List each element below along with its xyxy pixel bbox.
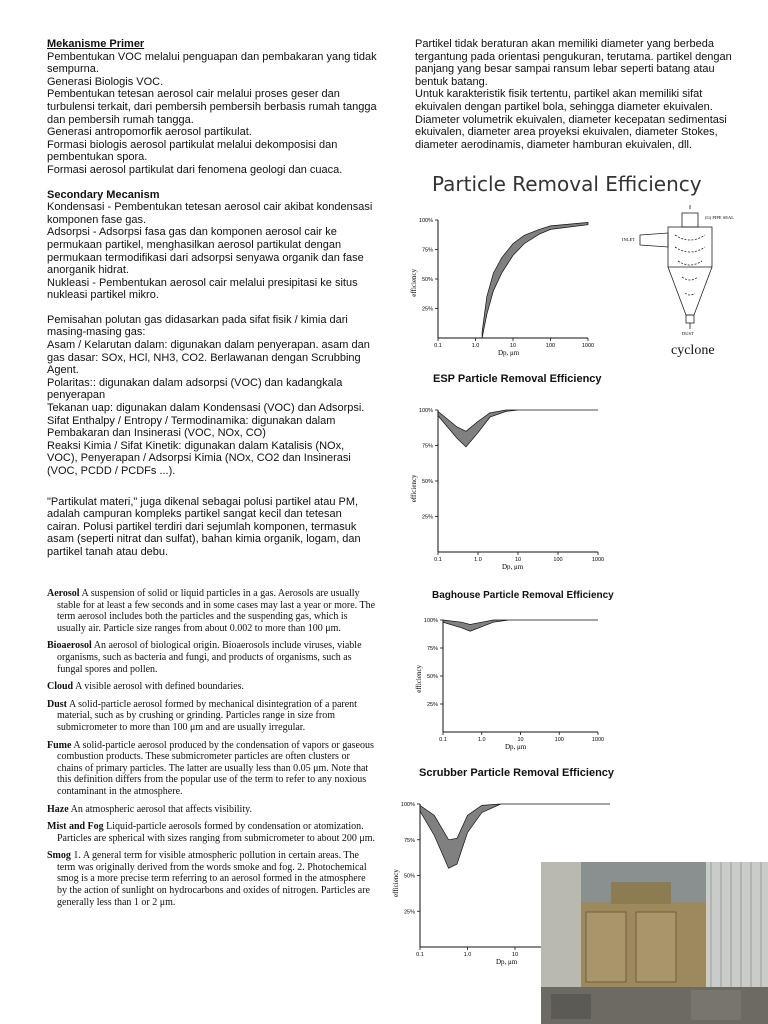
x-tick-label: 10: [514, 557, 522, 563]
y-tick-label: 100%: [418, 218, 433, 224]
primary-line: Formasi aerosol partikulat dari fenomena geologi dan cuaca.: [47, 163, 343, 176]
baghouse-efficiency-chart: [398, 612, 608, 752]
cyclone-caption: cyclone: [671, 343, 715, 358]
glossary-term: Cloud: [47, 681, 74, 693]
x-tick-label: 1.0: [477, 737, 486, 743]
y-tick-label: 25%: [421, 514, 433, 521]
glossary-text: 1. A general term for visible atmospheric pollution in certain areas. The term was originally derived from the words smoke and fog. 2. Photochemical smog is a more precise term referring to an aerosol formed in the atmosphere by the action of sunlight on hydrocarbons and oxides of nitrogen. Particles are generally less than 1 or 2 μm.: [57, 850, 370, 908]
cyclone-label-dust: DUST: [682, 331, 694, 336]
y-axis-label: efficiency: [410, 474, 418, 503]
right-line: Diameter volumetrik ekuivalen, diameter kecepatan sedimentasi ekuivalen, diameter area proyeksi ekuivalen, diameter Stokes, diameter aerodinamis, diameter hamburan ekuivalen, dll.: [415, 113, 727, 151]
x-tick-label: 1000: [591, 557, 605, 563]
separation-line: Reaksi Kimia / Sifat Kinetik: digunakan dalam Katalisis (NOx, VOC), Penyerapan / Adsorpsi Kimia (NOx, CO2 dan Insinerasi (VOC, PCDD / PCDFs ...).: [47, 439, 351, 477]
y-tick-label: 75%: [421, 443, 433, 450]
y-tick-label: 100%: [400, 802, 415, 808]
y-tick-label: 25%: [403, 909, 415, 916]
glossary-entry: [47, 681, 377, 693]
x-tick-label: 1.0: [463, 952, 472, 958]
right-line: Untuk karakteristik fisik tertentu, partikel akan memiliki sifat ekuivalen dengan partikel bola, sehingga diameter ekuivalen.: [415, 88, 713, 113]
glossary-text: An aerosol of biological origin. Bioaerosols include viruses, viable organisms, such as bacteria and fungi, and products of organisms, such as fungal spores and pollen.: [57, 640, 362, 675]
glossary-entry: [47, 640, 377, 675]
y-tick-label: 25%: [426, 702, 438, 708]
primary-line: Generasi Biologis VOC.: [47, 75, 164, 88]
esp-efficiency-chart: [398, 398, 608, 570]
secondary-line: Adsorpsi - Adsorpsi fasa gas dan komponen aerosol cair ke permukaan partikel, menghasilkan aerosol partikulat dengan permukaan termodifikasi dari adsorpsi senyawa organik dan fase anorganik hidrat.: [47, 226, 364, 277]
x-tick-label: 10: [511, 952, 519, 958]
x-axis-label: Dp, μm: [505, 743, 527, 751]
separation-list: [47, 314, 377, 478]
x-tick-label: 0.1: [434, 557, 442, 563]
secondary-list: [47, 201, 377, 302]
secondary-line: Nukleasi - Pembentukan aerosol cair melalui presipitasi ke situs nukleasi partikel mikro.: [47, 276, 358, 302]
glossary-entry: [47, 699, 377, 734]
y-tick-label: 75%: [426, 646, 438, 652]
right-line: Partikel tidak beraturan akan memiliki diameter yang berbeda tergantung pada orientasi pengukuran, terutama. partikel dengan panjang yang besar sampai ransum lebar seperti batang atau bentuk batang.: [415, 38, 732, 88]
primary-line: Pembentukan tetesan aerosol cair melalui proses geser dan turbulensi terkait, dari pembersih pembersih berbasis rumah tangga dan pembersih rumah tangga.: [47, 88, 377, 126]
glossary-term: Bioaerosol: [47, 640, 92, 652]
cyclone-diagram: [620, 205, 755, 345]
glossary-term: Smog: [47, 850, 71, 862]
primary-line: Pembentukan VOC melalui penguapan dan pembakaran yang tidak sempurna.: [47, 50, 377, 76]
x-tick-label: 100: [554, 737, 564, 743]
x-tick-label: 100: [545, 343, 556, 349]
cyclone-inlet: [640, 233, 668, 247]
separation-line: Tekanan uap: digunakan dalam Kondensasi (VOC) dan Adsorpsi.: [47, 402, 365, 415]
separation-line: Asam / Kelarutan dalam: digunakan dalam penyerapan. asam dan gas dasar: SOx, HCl, NH3, CO2. Berlawanan dengan Scrubbing Agent.: [47, 339, 370, 377]
x-axis-label: Dp, μm: [496, 958, 518, 966]
efficiency-band: [482, 222, 588, 338]
glossary-entry: [47, 850, 377, 908]
primary-line: Formasi biologis aerosol partikulat melalui dekomposisi dan pembentukan spora.: [47, 138, 338, 164]
y-tick-label: 75%: [421, 247, 433, 254]
glossary-term: Haze: [47, 803, 69, 815]
cyclone-cone: [668, 267, 712, 315]
y-tick-label: 50%: [421, 277, 433, 283]
scrubber-title: Scrubber Particle Removal Efficiency: [419, 767, 615, 779]
y-tick-label: 50%: [426, 674, 438, 680]
y-tick-label: 50%: [403, 873, 415, 880]
aerosol-glossary: [47, 588, 377, 914]
y-tick-label: 50%: [421, 479, 433, 485]
primary-line: Generasi antropomorfik aerosol partikulat.: [47, 126, 252, 139]
y-tick-label: 75%: [403, 837, 415, 844]
baghouse-title: Baghouse Particle Removal Efficiency: [432, 590, 614, 601]
heading-secondary: Secondary Mecanism: [47, 188, 160, 201]
x-tick-label: 10: [509, 343, 517, 349]
cyclone-body: [668, 227, 712, 267]
cyclone-dust-outlet: [686, 315, 694, 323]
glossary-term: Mist and Fog: [47, 821, 104, 833]
separation-line: Sifat Enthalpy / Entropy / Termodinamika: digunakan dalam Pembakaran dan Insinerasi (VOC, NOx, CO): [47, 414, 336, 440]
glossary-entry: [47, 588, 377, 634]
x-tick-label: 1.0: [471, 343, 480, 349]
x-tick-label: 1000: [591, 737, 605, 743]
separation-line: Pemisahan polutan gas didasarkan pada sifat fisik / kimia dari masing-masing gas:: [47, 313, 348, 339]
efficiency-band: [420, 804, 610, 868]
x-tick-label: 0.1: [434, 343, 442, 349]
glossary-text: A suspension of solid or liquid particles in a gas. Aerosols are usually stable for at least a few seconds and in some cases may last a year or more. The term aerosol includes both the particles and the suspending gas, which is usually air. Particle size ranges from about 0.002 to more than 100 μm.: [57, 588, 376, 634]
primary-list: [47, 51, 377, 177]
main-figure-title: Particle Removal Efficiency: [432, 172, 702, 196]
x-axis-label: Dp, μm: [498, 349, 520, 357]
separation-line: Polaritas:: digunakan dalam adsorpsi (VOC) dan kadangkala penyerapan: [47, 376, 343, 402]
glossary-entry: [47, 821, 377, 844]
glossary-term: Dust: [47, 698, 68, 710]
x-tick-label: 0.1: [416, 952, 424, 958]
x-tick-label: 1000: [581, 343, 595, 349]
glossary-entry: [47, 740, 377, 798]
cyclone-outlet-pipe: [682, 213, 698, 227]
particulate-paragraph: "Partikulat materi," juga dikenal sebagai polusi partikel atau PM, adalah campuran kompleks partikel sangat kecil dan tetesan cairan. Polusi partikel terdiri dari sejumlah komponen, termasuk asam (seperti nitrat dan sulfat), bahan kimia organik, logam, dan partikel tanah atau debu.: [47, 495, 361, 558]
y-tick-label: 25%: [421, 306, 433, 313]
glossary-text: A solid-particle aerosol formed by mechanical disintegration of a parent material, such as by crushing or grinding. Particles range in size from submicrometer to more than 100 μm and are usually irregular.: [57, 698, 357, 733]
esp-title: ESP Particle Removal Efficiency: [433, 373, 602, 385]
glossary-entry: [47, 804, 377, 816]
y-tick-label: 100%: [418, 408, 433, 414]
y-axis-label: efficiency: [415, 664, 423, 693]
efficiency-band: [438, 410, 598, 447]
glossary-term: Aerosol: [47, 588, 80, 599]
x-axis-label: Dp, μm: [502, 563, 524, 570]
right-column-text: [415, 38, 745, 151]
baghouse-photo: [541, 862, 768, 1024]
cyclone-efficiency-chart: [398, 212, 598, 360]
secondary-line: Kondensasi - Pembentukan tetesan aerosol cair akibat kondensasi komponen fase gas.: [47, 201, 373, 226]
glossary-term: Fume: [47, 739, 72, 751]
cyclone-label-inlet: INLET: [622, 237, 635, 242]
y-axis-label: efficiency: [392, 869, 400, 897]
y-tick-label: 100%: [423, 618, 438, 624]
glossary-text: Liquid-particle aerosols formed by condensation or atomization. Particles are spherical with sizes ranging from submicrometer to about 200 μm.: [57, 821, 376, 844]
glossary-text: An atmospheric aerosol that affects visibility.: [70, 803, 252, 815]
efficiency-band: [443, 620, 598, 631]
left-column: [47, 38, 377, 559]
x-tick-label: 1.0: [474, 557, 482, 563]
glossary-text: A solid-particle aerosol produced by the condensation of vapors or gaseous combustion products. These submicrometer particles are often clusters or chains of primary particles. The latter are usually less than 0.05 μm. Note that this definition differs from the popular use of the term to refer to any noxious contaminant in the atmosphere.: [57, 739, 374, 797]
x-tick-label: 10: [517, 737, 524, 743]
x-tick-label: 100: [553, 557, 563, 563]
x-tick-label: 0.1: [439, 737, 447, 743]
y-axis-label: efficiency: [410, 268, 418, 297]
glossary-text: A visible aerosol with defined boundaries.: [75, 681, 244, 693]
heading-primary: Mekanisme Primer: [47, 38, 145, 50]
cyclone-label-seal: (G) PIPE SEAL: [705, 215, 734, 220]
